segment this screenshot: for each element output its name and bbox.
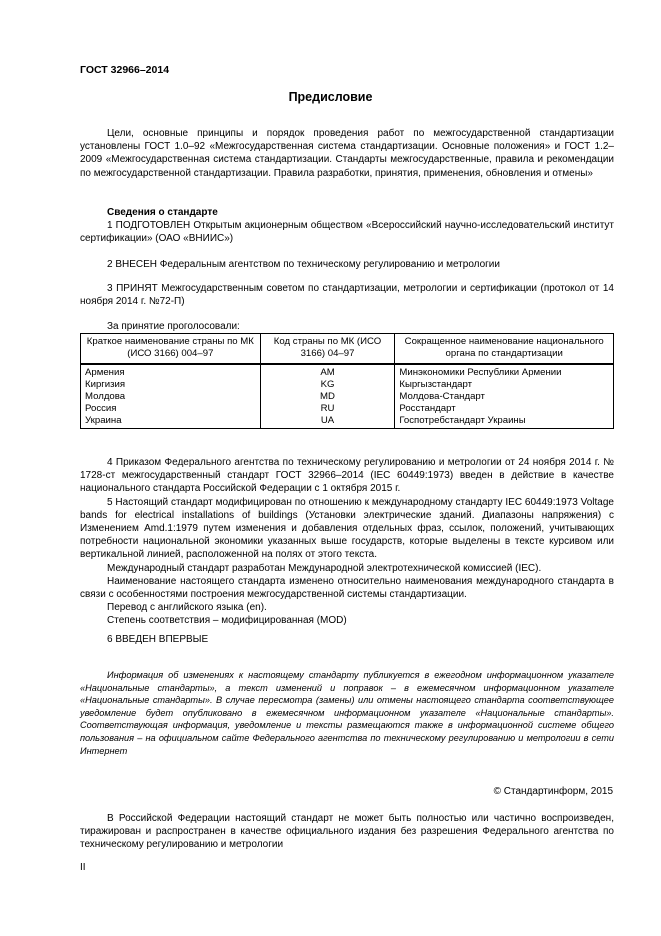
reproduction-notice: В Российской Федерации настоящий стандарт не может быть полностью или частично воспроизведен, тиражирован и распространен в качестве официального издания без разрешения Федерального агентства по техническому регулированию и метрологии [80,813,614,851]
table-row [81,415,614,429]
item-5-international: Международный стандарт разработан Международной электротехнической комиссией (IEC). [107,562,542,574]
notice-text: Информация об изменениях к настоящему стандарту публикуется в ежегодном информационном указателе «Национальные стандарты», а текст изменений и поправок – в ежемесячном информационном указателе «Национальные стандарты». В случае пересмотра (замены) или отмены настоящего стандарта соответствующее уведомление будет опубликовано в ежемесячном информационном указателе «Национальные стандарты». Соответствующая информация, уведомление и тексты размещаются также в информационной системе общего пользования – на официальном сайте Федерального агентства по техническому регулированию и метрологии в сети Интернет [80,670,614,756]
document-number: ГОСТ 32966–2014 [80,64,170,76]
info-item-3: 3 ПРИНЯТ Межгосударственным советом по стандартизации, метрологии и сертификации (протокол от 14 ноября 2014 г. №72-П) [80,283,614,308]
country-name: Россия [81,403,261,415]
country-name: Армения [81,364,261,379]
info-item-1: 1 ПОДГОТОВЛЕН Открытым акционерным обществом «Всероссийский научно-исследовательский институт сертификации» (ОАО «ВНИИС») [80,220,614,245]
info-item-3-block [80,282,614,308]
voted-caption-block [80,320,614,333]
standard-info-section [80,206,614,246]
standards-body: Кыргызстандарт [395,379,614,391]
intro-text: Цели, основные принципы и порядок проведения работ по межгосударственной стандартизации установлены ГОСТ 1.0–92 «Межгосударственная система стандартизации. Основные положения» и ГОСТ 1.2–2009 «Межгосударственная система стандартизации. Стандарты межгосударственные, правила и рекомендации по межгосударственной стандартизации. Правила разработки, принятия, применения, обновления и отмены» [80,128,614,179]
table-row [81,379,614,391]
page-title: Предисловие [288,90,373,104]
item-5-name-change: Наименование настоящего стандарта изменено относительно наименования международного стандарта в связи с особенностями построения межгосударственной системы стандартизации. [80,575,614,601]
copyright: © Стандартинформ, 2015 [493,786,613,797]
country-code: UA [260,415,395,429]
page-number: II [80,862,86,873]
standards-body: Минэкономики Республики Армении [395,364,614,379]
item-5-translation: Перевод с английского языка (en). [107,602,267,614]
table-header-row [81,334,614,365]
country-code: KG [260,379,395,391]
item-5: 5 Настоящий стандарт модифицирован по отношению к международному стандарту IEC 60449:1973 Voltage bands for electrical installations of buildings (Установки электрические зданий. Диапазоны напряжения) с Изменением Amd.1:1979 путем изменения и добавления отдельных фраз, ссылок, положений, учитывающих потребности национальной экономики указанных выше государств, которые выделены в тексте курсивом или вертикальной линией, расположенной на полях от этого текста. [80,496,614,561]
table-row [81,391,614,403]
standards-body: Росстандарт [395,403,614,415]
country-code: AM [260,364,395,379]
country-name: Молдова [81,391,261,403]
standards-body: Молдова-Стандарт [395,391,614,403]
standard-info-heading: Сведения о стандарте [107,207,218,218]
col-header-code: Код страны по МК (ИСО 3166) 04–97 [260,334,395,365]
country-name: Киргизия [81,379,261,391]
standards-body: Госпотребстандарт Украины [395,415,614,429]
info-item-2-block [80,258,614,271]
reproduction-block [80,812,614,852]
voted-caption: За принятие проголосовали: [107,321,240,332]
item-5-conformity: Степень соответствия – модифицированная (MOD) [107,615,347,627]
country-name: Украина [81,415,261,429]
info-item-2: 2 ВНЕСЕН Федеральным агентством по техническому регулированию и метрологии [107,259,500,270]
notice-block [80,669,614,757]
countries-table [80,333,614,429]
item-4: 4 Приказом Федерального агентства по техническому регулированию и метрологии от 24 ноября 2014 г. № 1728-ст межгосударственный стандарт ГОСТ 32966–2014 (IEC 60449:1973) введен в действие в качестве национального стандарта Российской Федерации с 1 октября 2015 г. [80,457,614,495]
table-row [81,364,614,379]
item-6-block [80,633,614,646]
intro-paragraph [80,127,614,180]
col-header-country: Краткое наименование страны по МК (ИСО 3166) 004–97 [81,334,261,365]
country-code: RU [260,403,395,415]
table-row [81,403,614,415]
col-header-body: Сокращенное наименование национального органа по стандартизации [395,334,614,365]
country-code: MD [260,391,395,403]
item-6: 6 ВВЕДЕН ВПЕРВЫЕ [107,634,209,645]
items-section [80,456,614,628]
